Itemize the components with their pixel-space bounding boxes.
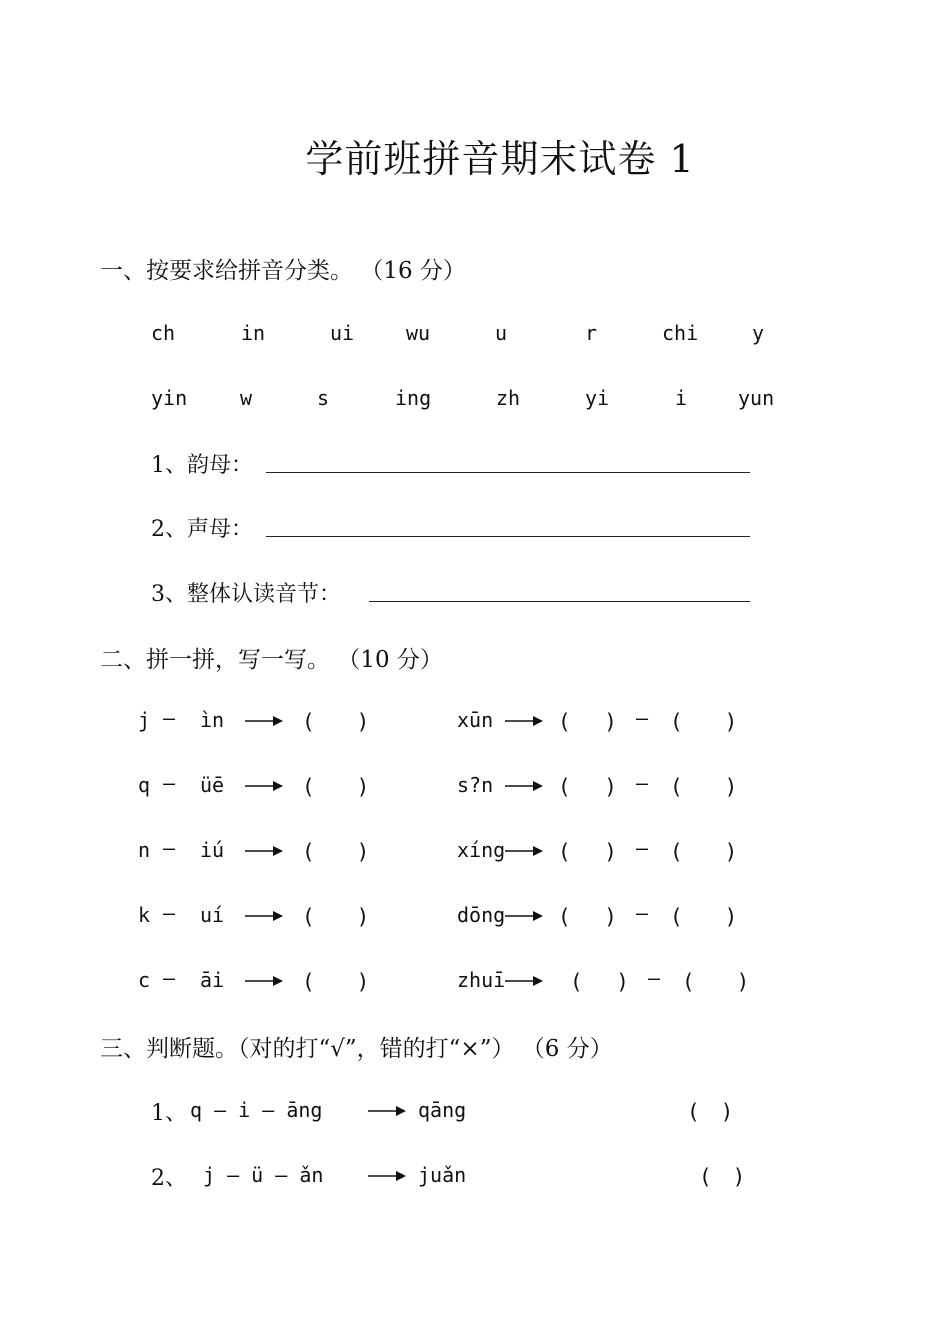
section-2-heading: 二、拼一拼，写一写。 （10 分） xyxy=(100,647,443,673)
initials-answer-line[interactable] xyxy=(266,536,750,537)
pinyin-item: i xyxy=(675,386,688,410)
whole-syllables-answer-line[interactable] xyxy=(369,601,750,602)
arrow-icon xyxy=(245,974,285,988)
arrow-icon xyxy=(245,844,285,858)
pinyin-item: yi xyxy=(585,386,610,410)
answer-blank-initial[interactable]: ( ) xyxy=(558,840,617,864)
initial: j xyxy=(138,708,151,732)
final: āi xyxy=(200,968,225,992)
item-parts: j — ü — ǎn xyxy=(203,1163,324,1187)
dash: — xyxy=(163,836,176,860)
final: ìn xyxy=(200,708,225,732)
pinyin-item: ch xyxy=(151,321,176,345)
answer-blank[interactable]: ( ) xyxy=(302,905,370,929)
pinyin-item: in xyxy=(241,321,266,345)
arrow-icon xyxy=(505,779,545,793)
answer-blank-final[interactable]: ( ) xyxy=(670,775,738,799)
dash: — xyxy=(648,966,661,990)
section-3-heading: 三、判断题。（对的打“√”，错的打“×”） （6 分） xyxy=(100,1036,613,1062)
pinyin-item: yun xyxy=(738,386,775,410)
final: iú xyxy=(200,838,225,862)
pinyin-item: chi xyxy=(662,321,699,345)
item-number: 1、 xyxy=(151,1101,187,1126)
item-parts: q — i — āng xyxy=(190,1098,323,1122)
pinyin-item: u xyxy=(495,321,508,345)
judgement-blank[interactable]: ( ) xyxy=(699,1165,746,1189)
dash: — xyxy=(636,836,649,860)
initial: k xyxy=(138,903,151,927)
pinyin-item: r xyxy=(585,321,598,345)
initial: c xyxy=(138,968,151,992)
arrow-icon xyxy=(368,1169,408,1183)
answer-blank-final[interactable]: ( ) xyxy=(670,905,738,929)
item-result: qāng xyxy=(418,1098,467,1122)
answer-blank-initial[interactable]: ( ) xyxy=(558,905,617,929)
answer-blank[interactable]: ( ) xyxy=(302,840,370,864)
answer-blank[interactable]: ( ) xyxy=(302,970,370,994)
pinyin-item: ing xyxy=(395,386,432,410)
syllable: zhuī xyxy=(457,968,506,992)
dash: — xyxy=(636,706,649,730)
syllable: xūn xyxy=(457,708,494,732)
final: üē xyxy=(200,773,225,797)
finals-answer-line[interactable] xyxy=(266,472,750,473)
item-result: juǎn xyxy=(418,1163,467,1187)
pinyin-item: yin xyxy=(151,386,188,410)
dash: — xyxy=(163,901,176,925)
judgement-blank[interactable]: ( ) xyxy=(687,1100,734,1124)
pinyin-item: wu xyxy=(406,321,431,345)
answer-blank-initial[interactable]: ( ) xyxy=(558,775,617,799)
arrow-icon xyxy=(368,1104,408,1118)
section-1-heading: 一、按要求给拼音分类。 （16 分） xyxy=(100,258,466,284)
arrow-icon xyxy=(505,714,545,728)
arrow-icon xyxy=(245,779,285,793)
pinyin-item: zh xyxy=(496,386,521,410)
syllable: xíng xyxy=(457,838,506,862)
question-finals-label: 1、韵母： xyxy=(151,453,253,478)
dash: — xyxy=(163,706,176,730)
item-number: 2、 xyxy=(151,1166,187,1191)
answer-blank-initial[interactable]: ( ) xyxy=(570,970,629,994)
initial: q xyxy=(138,773,151,797)
arrow-icon xyxy=(245,714,285,728)
syllable: s?n xyxy=(457,773,494,797)
pinyin-item: ui xyxy=(330,321,355,345)
pinyin-item: w xyxy=(240,386,253,410)
answer-blank-final[interactable]: ( ) xyxy=(670,840,738,864)
syllable: dōng xyxy=(457,903,506,927)
answer-blank[interactable]: ( ) xyxy=(302,710,370,734)
final: uí xyxy=(200,903,225,927)
answer-blank-final[interactable]: ( ) xyxy=(682,970,750,994)
dash: — xyxy=(636,901,649,925)
pinyin-item: s xyxy=(317,386,330,410)
question-whole-syllables-label: 3、整体认读音节： xyxy=(151,582,341,607)
pinyin-item: y xyxy=(752,321,765,345)
answer-blank[interactable]: ( ) xyxy=(302,775,370,799)
answer-blank-final[interactable]: ( ) xyxy=(670,710,738,734)
dash: — xyxy=(163,771,176,795)
answer-blank-initial[interactable]: ( ) xyxy=(558,710,617,734)
initial: n xyxy=(138,838,151,862)
page-title: 学前班拼音期末试卷 1 xyxy=(305,137,695,181)
dash: — xyxy=(636,771,649,795)
dash: — xyxy=(163,966,176,990)
arrow-icon xyxy=(505,974,545,988)
arrow-icon xyxy=(505,844,545,858)
arrow-icon xyxy=(245,909,285,923)
question-initials-label: 2、声母： xyxy=(151,517,253,542)
arrow-icon xyxy=(505,909,545,923)
